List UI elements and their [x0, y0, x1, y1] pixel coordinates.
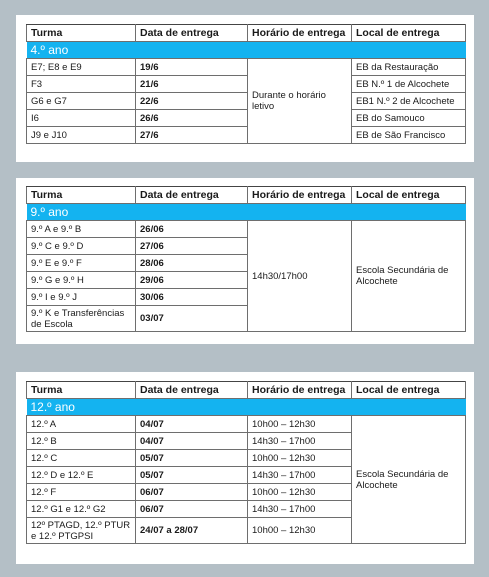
band-9ano: 9.º ano — [27, 204, 466, 221]
schedule-table-4ano — [26, 24, 466, 144]
cell-horario-merged: 14h30/17h00 — [248, 221, 352, 332]
cell-turma: 12.º D e 12.º E — [27, 467, 136, 484]
schedule-table-12ano — [26, 381, 466, 544]
cell-turma: E7; E8 e E9 — [27, 59, 136, 76]
table-row — [27, 416, 466, 433]
cell-data: 05/07 — [136, 450, 248, 467]
header-local: Local de entrega — [352, 25, 466, 42]
header-horario: Horário de entrega — [248, 25, 352, 42]
cell-turma: 9.º E e 9.º F — [27, 255, 136, 272]
table-row — [27, 59, 466, 76]
cell-data: 29/06 — [136, 272, 248, 289]
table-row — [27, 93, 466, 110]
header-data: Data de entrega — [136, 382, 248, 399]
cell-local: EB da Restauração — [352, 59, 466, 76]
cell-turma: 12.º F — [27, 484, 136, 501]
cell-local: EB1 N.º 2 de Alcochete — [352, 93, 466, 110]
cell-data: 04/07 — [136, 416, 248, 433]
cell-turma: 9.º C e 9.º D — [27, 238, 136, 255]
cell-turma: 12.º B — [27, 433, 136, 450]
cell-horario: 10h00 – 12h30 — [248, 484, 352, 501]
cell-local-merged: Escola Secundária de Alcochete — [352, 221, 466, 332]
cell-horario: 14h30 – 17h00 — [248, 433, 352, 450]
header-turma: Turma — [27, 187, 136, 204]
cell-local: EB do Samouco — [352, 110, 466, 127]
cell-data: 22/6 — [136, 93, 248, 110]
cell-data: 19/6 — [136, 59, 248, 76]
cell-data: 28/06 — [136, 255, 248, 272]
header-turma: Turma — [27, 25, 136, 42]
cell-data: 06/07 — [136, 484, 248, 501]
cell-turma: J9 e J10 — [27, 127, 136, 144]
cell-turma: 9.º I e 9.º J — [27, 289, 136, 306]
cell-data: 04/07 — [136, 433, 248, 450]
cell-data: 21/6 — [136, 76, 248, 93]
cell-data: 27/6 — [136, 127, 248, 144]
cell-local-merged: Escola Secundária de Alcochete — [352, 416, 466, 544]
cell-horario: 14h30 – 17h00 — [248, 467, 352, 484]
cell-turma: I6 — [27, 110, 136, 127]
cell-turma: 12.º A — [27, 416, 136, 433]
header-data: Data de entrega — [136, 187, 248, 204]
cell-horario: 10h00 – 12h30 — [248, 518, 352, 544]
cell-turma: G6 e G7 — [27, 93, 136, 110]
cell-data: 26/06 — [136, 221, 248, 238]
header-data: Data de entrega — [136, 25, 248, 42]
cell-turma: 12º PTAGD, 12.º PTUR e 12.º PTGPSI — [27, 518, 136, 544]
cell-horario: 10h00 – 12h30 — [248, 416, 352, 433]
cell-data: 03/07 — [136, 306, 248, 332]
table-row — [27, 110, 466, 127]
cell-horario: 10h00 – 12h30 — [248, 450, 352, 467]
header-local: Local de entrega — [352, 187, 466, 204]
table-row — [27, 127, 466, 144]
table-row — [27, 76, 466, 93]
cell-turma: 12.º C — [27, 450, 136, 467]
header-local: Local de entrega — [352, 382, 466, 399]
cell-local: EB N.º 1 de Alcochete — [352, 76, 466, 93]
schedule-table-9ano — [26, 186, 466, 332]
cell-turma: 9.º G e 9.º H — [27, 272, 136, 289]
cell-data: 26/6 — [136, 110, 248, 127]
cell-horario-merged: Durante o horário letivo — [248, 59, 352, 144]
cell-turma: 12.º G1 e 12.º G2 — [27, 501, 136, 518]
cell-turma: 9.º A e 9.º B — [27, 221, 136, 238]
table-row — [27, 221, 466, 238]
header-horario: Horário de entrega — [248, 382, 352, 399]
header-horario: Horário de entrega — [248, 187, 352, 204]
cell-horario: 14h30 – 17h00 — [248, 501, 352, 518]
cell-turma: F3 — [27, 76, 136, 93]
cell-data: 05/07 — [136, 467, 248, 484]
cell-local: EB de São Francisco — [352, 127, 466, 144]
cell-turma: 9.º K e Transferências de Escola — [27, 306, 136, 332]
band-4ano: 4.º ano — [27, 42, 466, 59]
band-12ano: 12.º ano — [27, 399, 466, 416]
cell-data: 30/06 — [136, 289, 248, 306]
header-turma: Turma — [27, 382, 136, 399]
cell-data: 06/07 — [136, 501, 248, 518]
cell-data: 24/07 a 28/07 — [136, 518, 248, 544]
cell-data: 27/06 — [136, 238, 248, 255]
